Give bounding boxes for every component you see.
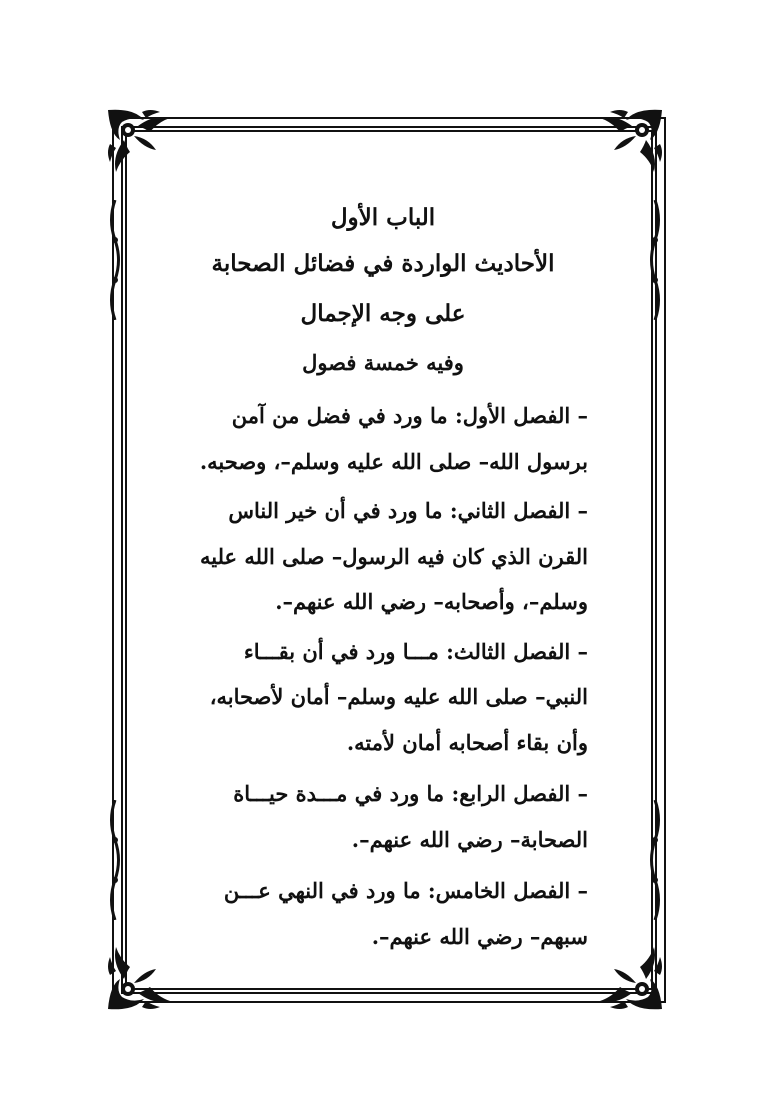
corner-ornament-icon <box>592 106 666 180</box>
chapter-line: سبهم– رضي الله عنهم–. <box>371 923 588 949</box>
page-content <box>178 195 588 959</box>
part-title: الأحاديث الواردة في فضائل الصحابة <box>211 250 555 277</box>
chapter-list <box>178 393 588 959</box>
chapter-line: وأن بقاء أصحابه أمان لأمته. <box>346 729 588 755</box>
chapter-item <box>178 629 588 766</box>
side-scroll-ornament-icon <box>106 800 124 920</box>
chapter-item <box>178 771 588 862</box>
chapter-line: – الفصل الرابع: ما ورد في مـــدة حيـــاة <box>233 781 588 806</box>
side-scroll-ornament-icon <box>106 200 124 320</box>
chapter-line: – الفصل الثالث: مـــا ورد في أن بقـــاء <box>243 638 588 664</box>
corner-ornament-icon <box>104 939 178 1013</box>
chapter-item <box>178 488 588 625</box>
corner-ornament-icon <box>104 106 178 180</box>
side-scroll-ornament-icon <box>646 200 664 320</box>
chapter-line: – الفصل الثاني: ما ورد في أن خير الناس <box>228 498 588 523</box>
chapter-line: – الفصل الخامس: ما ورد في النهي عـــن <box>223 878 588 903</box>
chapters-count-note: وفيه خمسة فصول <box>302 350 464 375</box>
chapter-line: وسلم–، وأصحابه– رضي الله عنهم–. <box>275 589 588 614</box>
part-subtitle: على وجه الإجمال <box>300 300 466 327</box>
chapter-item <box>178 393 588 484</box>
chapter-line: برسول الله– صلى الله عليه وسلم–، وصحبه. <box>199 448 588 474</box>
chapter-line: النبي– صلى الله عليه وسلم– أمان لأصحابه، <box>209 684 588 709</box>
side-scroll-ornament-icon <box>646 800 664 920</box>
part-heading: الباب الأول <box>330 204 436 231</box>
chapter-line: الصحابة– رضي الله عنهم–. <box>351 826 588 852</box>
chapter-item <box>178 868 588 959</box>
chapter-line: – الفصل الأول: ما ورد في فضل من آمن <box>231 403 588 428</box>
corner-ornament-icon <box>592 939 666 1013</box>
chapter-line: القرن الذي كان فيه الرسول– صلى الله عليه <box>199 543 588 569</box>
